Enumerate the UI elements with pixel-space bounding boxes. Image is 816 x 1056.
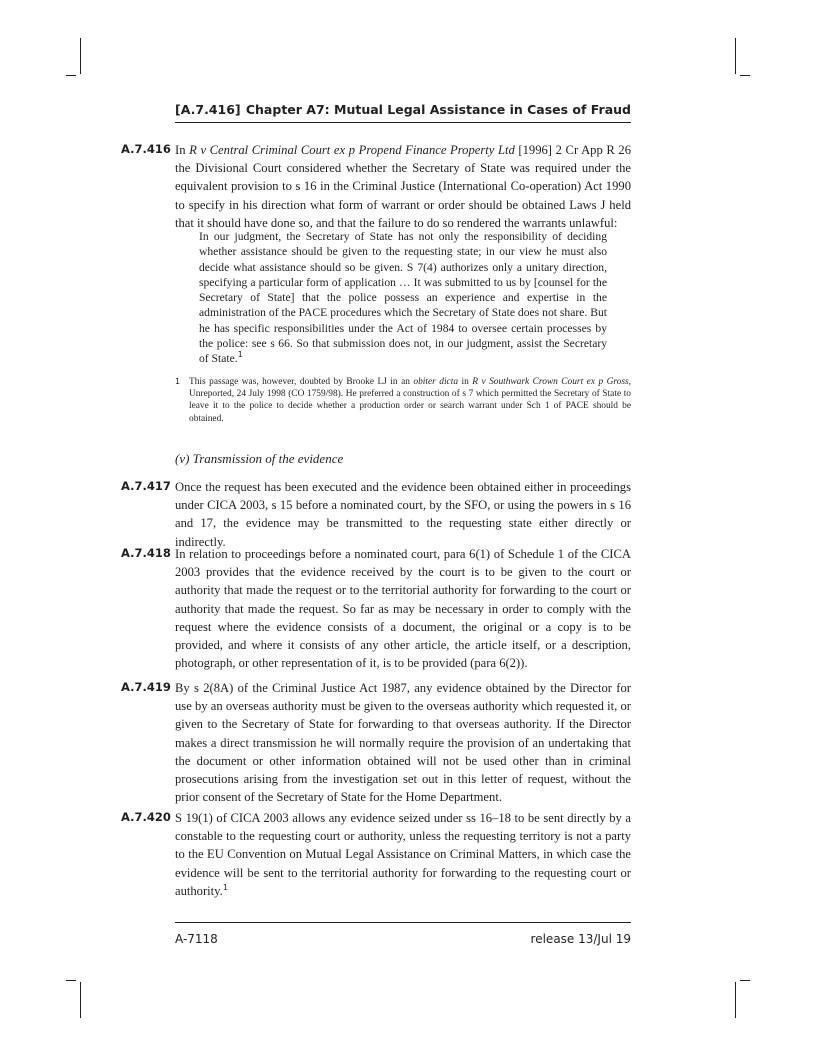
footnote-reference: 1: [237, 350, 243, 360]
paragraph-a7-420: [121, 809, 631, 900]
paragraph-text: In relation to proceedings before a nominated court, para 6(1) of Schedule 1 of the CICA 2003 provides that the evidence received by the court is to be given to the court or authority that made the request or to the territorial authority for forwarding to the court or authority that made the request. So far as may be necessary in order to comply with the request where the evidence consists of a document, the original or a copy is to be provided, and where it consists of any other article, the article itself, or a description, photograph, or other representation of it, is to be provided (para 6(2)).: [175, 547, 631, 671]
header-reference: [A.7.416]: [175, 102, 241, 117]
paragraph-number: A.7.419: [121, 680, 171, 694]
footnote-text: This passage was, however, doubted by Brooke LJ in an obiter dicta in R v Southwark Crown Court ex p Gross, Unreported, 24 July 1998 (CO 1759/98). He preferred a construction of s 7 which permitted the Secretary of State to leave it to the police to decide whether a production order or search warrant under Sch 1 of PACE should be obtained.: [189, 377, 632, 424]
crop-mark: [740, 980, 750, 981]
block-quotation: [199, 229, 607, 367]
chapter-title: Chapter A7: Mutual Legal Assistance in Cases of Fraud: [245, 102, 631, 117]
footnote-marker: 1: [175, 377, 181, 386]
crop-mark: [66, 980, 76, 981]
paragraph-a7-418: [121, 545, 631, 672]
case-name: R v Central Criminal Court ex p Propend Finance Property Ltd: [189, 143, 515, 157]
paragraph-text: By s 2(8A) of the Criminal Justice Act 1987, any evidence obtained by the Director for use by an overseas authority must be given to the overseas authority which requested it, or given to the Secretary of State for forwarding to that overseas authority. If the Director makes a direct transmission he will normally require the provision of an undertaking that the document or other information obtained will not be used other than in criminal prosecutions arising from the investigation set out in this letter of request, without the prior consent of the Secretary of State for the Home Department.: [175, 681, 631, 805]
paragraph-number: A.7.417: [121, 479, 171, 493]
running-header: [175, 100, 631, 123]
section-subheading: (v) Transmission of the evidence: [175, 451, 344, 466]
paragraph-a7-419: [121, 679, 631, 806]
paragraph-text: S 19(1) of CICA 2003 allows any evidence seized under ss 16–18 to be sent directly by a constable to the requesting court or authority, unless the requesting territory is not a party to the EU Convention on Mutual Legal Assistance on Criminal Matters, in which case the evidence will be sent to the territorial authority for forwarding to the requesting court or authority.$^1$: [175, 811, 631, 898]
paragraph-a7-416: [121, 141, 631, 232]
release-info: release 13/Jul 19: [530, 932, 631, 946]
paragraph-number: A.7.420: [121, 810, 171, 824]
paragraph-number: A.7.416: [121, 142, 171, 156]
paragraph-a7-417: [121, 478, 631, 551]
page-number: A-7118: [175, 932, 218, 946]
crop-mark: [735, 982, 736, 1018]
crop-mark: [735, 38, 736, 74]
crop-mark: [80, 982, 81, 1018]
paragraph-number: A.7.418: [121, 546, 171, 560]
quotation-text: In our judgment, the Secretary of State has not only the responsibility of deciding whether assistance should be given to the requesting state; in our view he must also decide what assistance should so be given. S 7(4) authorizes only a unitary direction, specifying a particular form of application … It was submitted to us by [counsel for the Secretary of State] that the police possess an experience and expertise in the administration of the PACE procedures which the Secretary of State does not share. But he has specific responsibilities under the Act of 1984 to oversee certain processes by the police: see s 66. So that submission does not, in our judgment, assist the Secretary of State.: [199, 230, 607, 366]
crop-mark: [80, 38, 81, 74]
crop-mark: [740, 75, 750, 76]
footnote-reference: 1: [222, 882, 228, 892]
footnote: [175, 376, 631, 425]
crop-mark: [66, 75, 76, 76]
paragraph-text: Once the request has been executed and the evidence been obtained either in proceedings under CICA 2003, s 15 before a nominated court, by the SFO, or using the powers in s 16 and 17, the evidence may be transmitted to the requesting state either directly or indirectly.: [175, 480, 631, 549]
paragraph-text: In R v Central Criminal Court ex p Propend Finance Property Ltd [1996] 2 Cr App R 26 the Divisional Court considered whether the Secretary of State was required under the equivalent provision to s 16 in the Criminal Justice (International Co-operation) Act 1990 to specify in his direction what form of warrant or order should be obtained Laws J held that it should have done so, and that the failure to do so rendered the warrants unlawful:: [175, 143, 632, 230]
page-footer: [175, 922, 631, 946]
